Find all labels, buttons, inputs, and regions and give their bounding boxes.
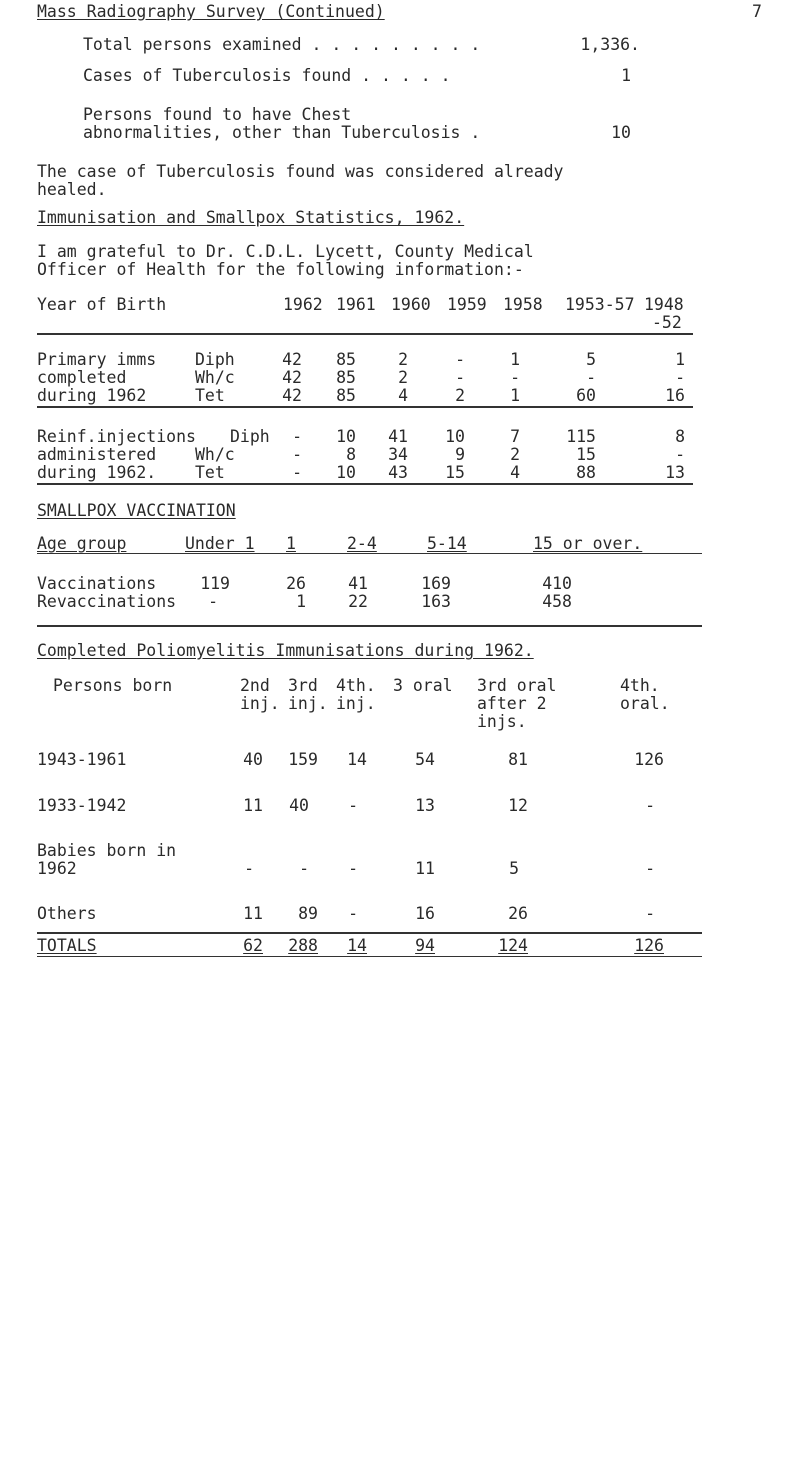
totals-top-rule — [37, 932, 702, 934]
year-1962: 1962 — [283, 295, 323, 314]
primary-row-diph: 42 85 2 - 1 5 1 — [282, 350, 685, 369]
polio-row-label-1: 1943-1961 — [37, 750, 127, 769]
smallpox-heading: SMALLPOX VACCINATION — [37, 501, 236, 520]
smallpox-rule — [37, 625, 702, 627]
year-1958: 1958 — [503, 295, 543, 314]
group-5-14: 5-14 — [427, 534, 467, 553]
abnormalities-label-line2: abnormalities, other than Tuberculosis . — [83, 123, 481, 142]
col-3rd-oral-l3: injs. — [477, 712, 527, 731]
col-3rd-inj-l1: 3rd — [288, 676, 318, 695]
age-group-row — [0, 535, 800, 555]
abnormalities-value: 10 — [611, 123, 631, 142]
note-line2: healed. — [37, 180, 107, 199]
tb-cases-label: Cases of Tuberculosis found . . . . . — [83, 66, 451, 85]
header-rule — [37, 333, 693, 335]
year-1953-57: 1953-57 — [565, 295, 635, 314]
polio-row-1943: 40 159 14 54 81 126 — [243, 750, 664, 769]
year-1948-suffix: -52 — [652, 313, 682, 332]
group-under-1: Under 1 — [185, 534, 255, 553]
vaccinations-row: 119 26 41 169 410 — [200, 574, 572, 593]
reinf-row-whc: - 8 34 9 2 15 - — [292, 445, 685, 464]
page-title: Mass Radiography Survey (Continued) — [37, 2, 385, 21]
abnormalities-label-line1: Persons found to have Chest — [83, 105, 352, 124]
col-3rd-oral-l1: 3rd oral — [477, 676, 557, 695]
polio-heading: Completed Poliomyelitis Immunisations during 1962. — [37, 641, 534, 660]
reinf-type-2: Wh/c — [195, 445, 235, 464]
vaccinations-label: Vaccinations — [37, 574, 157, 593]
col-3-oral: 3 oral — [393, 676, 453, 695]
primary-type-3: Tet — [195, 386, 225, 405]
year-1961: 1961 — [336, 295, 376, 314]
total-examined-value: 1,336. — [580, 35, 640, 54]
reinf-type-1: Diph — [230, 427, 270, 446]
group-15-over: 15 or over. — [533, 534, 643, 553]
year-of-birth-label: Year of Birth — [37, 295, 167, 314]
totals-bottom-rule — [37, 956, 702, 957]
persons-born-label: Persons born — [53, 676, 173, 695]
col-4th-oral-l1: 4th. — [620, 676, 660, 695]
total-examined-label: Total persons examined . . . . . . . . . — [83, 35, 481, 54]
totals-label: TOTALS — [37, 936, 97, 955]
col-4th-inj-l2: inj. — [336, 694, 376, 713]
primary-rule — [37, 406, 693, 408]
year-1948: 1948 — [644, 295, 684, 314]
page-number: 7 — [752, 2, 762, 21]
totals-row: 62 288 14 94 124 126 — [243, 936, 664, 955]
polio-row-label-2: 1933-1942 — [37, 796, 127, 815]
revaccinations-row: - 1 22 163 458 — [208, 592, 572, 611]
polio-row-1933: 11 40 - 13 12 - — [243, 796, 655, 815]
primary-type-1: Diph — [195, 350, 235, 369]
primary-label-1: Primary imms — [37, 350, 157, 369]
group-2-4: 2-4 — [347, 534, 377, 553]
reinf-rule — [37, 483, 693, 485]
intro-line2: Officer of Health for the following information:- — [37, 260, 524, 279]
primary-row-tet: 42 85 4 2 1 60 16 — [282, 386, 685, 405]
col-4th-inj-l1: 4th. — [336, 676, 376, 695]
primary-label-3: during 1962 — [37, 386, 147, 405]
age-group-label: Age group — [37, 534, 127, 553]
year-1960: 1960 — [391, 295, 431, 314]
reinf-row-tet: - 10 43 15 4 88 13 — [292, 463, 685, 482]
primary-label-2: completed — [37, 368, 127, 387]
reinf-row-diph: - 10 41 10 7 115 8 — [292, 427, 685, 446]
col-2nd-inj-l2: inj. — [240, 694, 280, 713]
polio-row-label-3: 1962 — [37, 859, 77, 878]
reinf-label-2: administered — [37, 445, 157, 464]
polio-row-others: 11 89 - 16 26 - — [243, 904, 655, 923]
reinf-label-3: during 1962. — [37, 463, 157, 482]
col-2nd-inj-l1: 2nd — [240, 676, 270, 695]
col-4th-oral-l2: oral. — [620, 694, 670, 713]
polio-row-label-4: Others — [37, 904, 97, 923]
age-group-rule — [37, 553, 702, 554]
note-line1: The case of Tuberculosis found was considered already — [37, 162, 564, 181]
reinf-type-3: Tet — [195, 463, 225, 482]
polio-row-babies: - - - 11 5 - — [244, 859, 655, 878]
reinf-label-1: Reinf.injections — [37, 427, 196, 446]
col-3rd-inj-l2: inj. — [288, 694, 328, 713]
tb-cases-value: 1 — [621, 66, 631, 85]
intro-line1: I am grateful to Dr. C.D.L. Lycett, County Medical — [37, 242, 534, 261]
primary-row-whc: 42 85 2 - - - - — [282, 368, 685, 387]
immunisation-heading: Immunisation and Smallpox Statistics, 1962. — [37, 208, 465, 227]
col-3rd-oral-l2: after 2 — [477, 694, 547, 713]
year-1959: 1959 — [447, 295, 487, 314]
polio-babies-label: Babies born in — [37, 841, 177, 860]
primary-type-2: Wh/c — [195, 368, 235, 387]
group-1: 1 — [286, 534, 296, 553]
revaccinations-label: Revaccinations — [37, 592, 177, 611]
